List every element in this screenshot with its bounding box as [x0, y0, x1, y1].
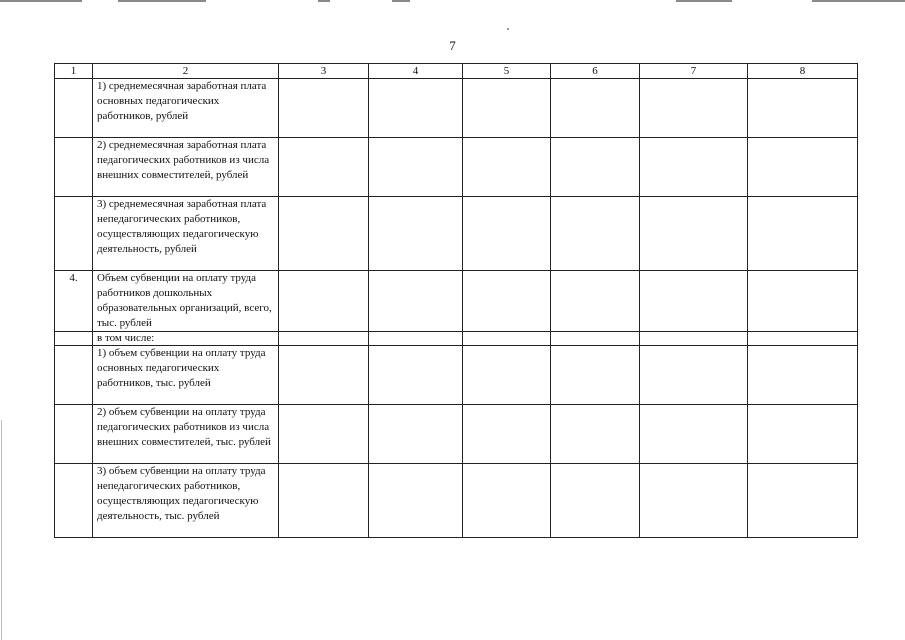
table-cell: [279, 197, 369, 271]
table-cell: [463, 79, 551, 138]
table-cell: [463, 346, 551, 405]
row-number-cell: [55, 138, 93, 197]
scan-left-edge: [1, 420, 2, 640]
table-cell: [748, 197, 858, 271]
table-cell: [463, 271, 551, 332]
scan-border-line: [812, 0, 905, 2]
table-cell: [369, 197, 463, 271]
row-label-cell: 3) объем субвенции на оплату труда непедагогических работников, осуществляющих педагогическую деятельность, тыс. рублей: [93, 464, 279, 538]
table-cell: [463, 405, 551, 464]
table-cell: [551, 464, 640, 538]
row-number-cell: [55, 405, 93, 464]
scan-speck: [507, 28, 509, 30]
table-cell: [369, 332, 463, 346]
table-cell: [551, 405, 640, 464]
table-cell: [551, 332, 640, 346]
table-cell: [551, 197, 640, 271]
table-cell: [748, 271, 858, 332]
table-cell: [640, 271, 748, 332]
scan-border-line: [0, 0, 82, 2]
scan-border-line: [318, 0, 330, 2]
table-row: [55, 79, 858, 138]
table-cell: [463, 197, 551, 271]
table-cell: [369, 405, 463, 464]
table-cell: [463, 138, 551, 197]
table-cell: [748, 79, 858, 138]
table-cell: [640, 138, 748, 197]
table-cell: [748, 138, 858, 197]
row-label-cell: в том числе:: [93, 332, 279, 346]
table-cell: [640, 197, 748, 271]
row-label-cell: 1) объем субвенции на оплату труда основных педагогических работников, тыс. рублей: [93, 346, 279, 405]
table-cell: [748, 464, 858, 538]
scan-border-line: [118, 0, 206, 2]
table-row: [55, 405, 858, 464]
table-cell: [279, 332, 369, 346]
column-header: 5: [463, 64, 551, 79]
table-cell: [551, 271, 640, 332]
column-header: 8: [748, 64, 858, 79]
table-cell: [369, 464, 463, 538]
table-row: [55, 332, 858, 346]
table-cell: [748, 332, 858, 346]
row-number-cell: 4.: [55, 271, 93, 332]
row-number-cell: [55, 332, 93, 346]
table-cell: [369, 79, 463, 138]
row-number-cell: [55, 79, 93, 138]
table-cell: [369, 138, 463, 197]
scan-border-line: [392, 0, 410, 2]
column-header: 1: [55, 64, 93, 79]
table-row: [55, 197, 858, 271]
row-label-cell: 2) объем субвенции на оплату труда педагогических работников из числа внешних совместителей, тыс. рублей: [93, 405, 279, 464]
row-number-cell: [55, 346, 93, 405]
column-header: 2: [93, 64, 279, 79]
table-cell: [640, 405, 748, 464]
column-header: 3: [279, 64, 369, 79]
column-header: 6: [551, 64, 640, 79]
table-cell: [279, 464, 369, 538]
row-label-cell: 2) среднемесячная заработная плата педагогических работников из числа внешних совместителей, рублей: [93, 138, 279, 197]
row-label-cell: 3) среднемесячная заработная плата непедагогических работников, осуществляющих педагогическую деятельность, рублей: [93, 197, 279, 271]
row-number-cell: [55, 464, 93, 538]
table-cell: [640, 79, 748, 138]
column-header: 7: [640, 64, 748, 79]
table-cell: [369, 346, 463, 405]
table-cell: [369, 271, 463, 332]
page-number: 7: [449, 38, 456, 53]
table-header-row: [55, 64, 858, 79]
table-cell: [279, 405, 369, 464]
scan-border-line: [676, 0, 732, 2]
table-cell: [463, 332, 551, 346]
column-header: 4: [369, 64, 463, 79]
table-cell: [279, 138, 369, 197]
table-row: [55, 138, 858, 197]
table-cell: [748, 346, 858, 405]
table-cell: [551, 79, 640, 138]
table-cell: [463, 464, 551, 538]
table-cell: [640, 332, 748, 346]
table-cell: [640, 346, 748, 405]
row-label-cell: 1) среднемесячная заработная плата основных педагогических работников, рублей: [93, 79, 279, 138]
table-cell: [640, 464, 748, 538]
table-cell: [279, 271, 369, 332]
table-row: [55, 271, 858, 332]
table-cell: [279, 79, 369, 138]
table-row: [55, 464, 858, 538]
table-cell: [748, 405, 858, 464]
row-label-cell: Объем субвенции на оплату труда работников дошкольных образовательных организаций, всего, тыс. рублей: [93, 271, 279, 332]
row-number-cell: [55, 197, 93, 271]
data-table: [54, 63, 858, 538]
table-cell: [551, 346, 640, 405]
table-cell: [279, 346, 369, 405]
table-row: [55, 346, 858, 405]
table-cell: [551, 138, 640, 197]
